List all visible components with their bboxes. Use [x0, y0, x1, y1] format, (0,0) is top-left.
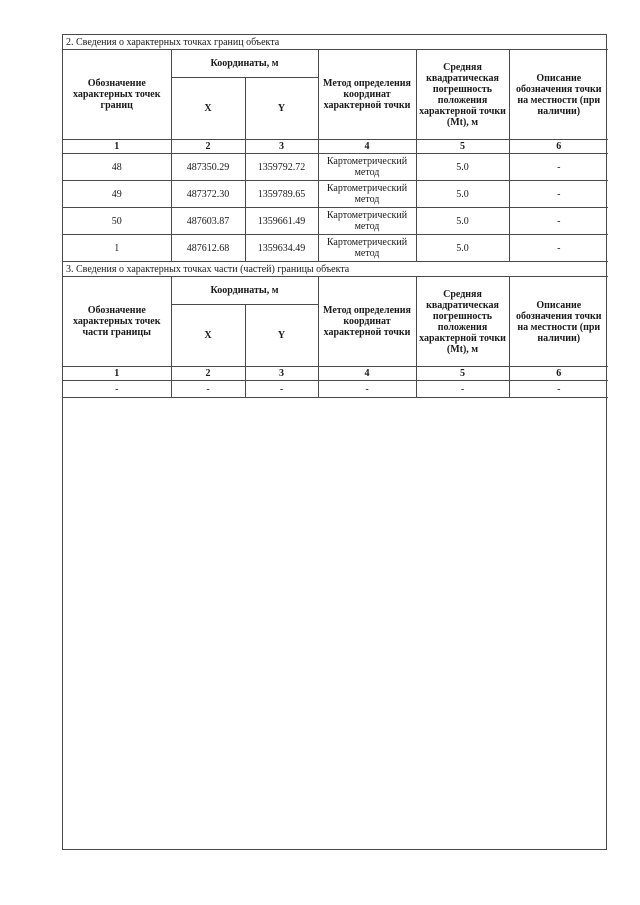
cell-y: 1359661.49	[245, 208, 318, 235]
column-number: 5	[416, 140, 509, 154]
cell-point: 50	[63, 208, 171, 235]
header-method: Метод определения координат характерной точки	[318, 50, 416, 140]
header-designation: Обозначение характерных точек части границы	[63, 277, 171, 367]
cell-y: 1359789.65	[245, 181, 318, 208]
section-2-title-row	[63, 35, 608, 50]
cell-error: -	[416, 381, 509, 398]
section-2-table	[63, 35, 608, 262]
header-method: Метод определения координат характерной точки	[318, 277, 416, 367]
column-number: 4	[318, 140, 416, 154]
section-3-title: 3. Сведения о характерных точках части (частей) границы объекта	[63, 262, 608, 277]
cell-error: 5.0	[416, 154, 509, 181]
cell-method: Картометрический метод	[318, 154, 416, 181]
cell-point: 1	[63, 235, 171, 262]
section-3-title-row	[63, 262, 608, 277]
table-row	[63, 235, 608, 262]
table-row	[63, 208, 608, 235]
section-2-title: 2. Сведения о характерных точках границ объекта	[63, 35, 608, 50]
header-row	[63, 50, 608, 78]
cell-description: -	[509, 154, 608, 181]
cell-x: 487372.30	[171, 181, 245, 208]
cell-x: 487350.29	[171, 154, 245, 181]
column-number: 2	[171, 367, 245, 381]
header-description: Описание обозначения точки на местности (при наличии)	[509, 50, 608, 140]
column-number: 3	[245, 140, 318, 154]
header-error: Средняя квадратическая погрешность положения характерной точки (Mt), м	[416, 50, 509, 140]
header-description: Описание обозначения точки на местности (при наличии)	[509, 277, 608, 367]
column-number: 6	[509, 140, 608, 154]
cell-method: -	[318, 381, 416, 398]
cell-method: Картометрический метод	[318, 208, 416, 235]
document-frame	[62, 34, 607, 850]
cell-y: 1359634.49	[245, 235, 318, 262]
cell-y: -	[245, 381, 318, 398]
cell-error: 5.0	[416, 208, 509, 235]
cell-error: 5.0	[416, 235, 509, 262]
table-row	[63, 181, 608, 208]
column-number-row	[63, 367, 608, 381]
header-y: Y	[245, 78, 318, 140]
table-row	[63, 381, 608, 398]
cell-x: 487603.87	[171, 208, 245, 235]
column-number: 3	[245, 367, 318, 381]
cell-point: 48	[63, 154, 171, 181]
cell-point: -	[63, 381, 171, 398]
column-number: 2	[171, 140, 245, 154]
header-coordinates: Координаты, м	[171, 277, 318, 305]
cell-description: -	[509, 235, 608, 262]
header-coordinates: Координаты, м	[171, 50, 318, 78]
header-error: Средняя квадратическая погрешность положения характерной точки (Mt), м	[416, 277, 509, 367]
section-3-table	[63, 262, 608, 398]
column-number: 5	[416, 367, 509, 381]
cell-point: 49	[63, 181, 171, 208]
cell-x: -	[171, 381, 245, 398]
column-number: 1	[63, 367, 171, 381]
header-x: X	[171, 78, 245, 140]
column-number: 4	[318, 367, 416, 381]
cell-description: -	[509, 181, 608, 208]
cell-y: 1359792.72	[245, 154, 318, 181]
header-row	[63, 277, 608, 305]
cell-error: 5.0	[416, 181, 509, 208]
header-y: Y	[245, 305, 318, 367]
header-designation: Обозначение характерных точек границ	[63, 50, 171, 140]
cell-method: Картометрический метод	[318, 235, 416, 262]
column-number: 6	[509, 367, 608, 381]
cell-method: Картометрический метод	[318, 181, 416, 208]
column-number: 1	[63, 140, 171, 154]
table-row	[63, 154, 608, 181]
column-number-row	[63, 140, 608, 154]
cell-description: -	[509, 208, 608, 235]
cell-x: 487612.68	[171, 235, 245, 262]
header-x: X	[171, 305, 245, 367]
cell-description: -	[509, 381, 608, 398]
